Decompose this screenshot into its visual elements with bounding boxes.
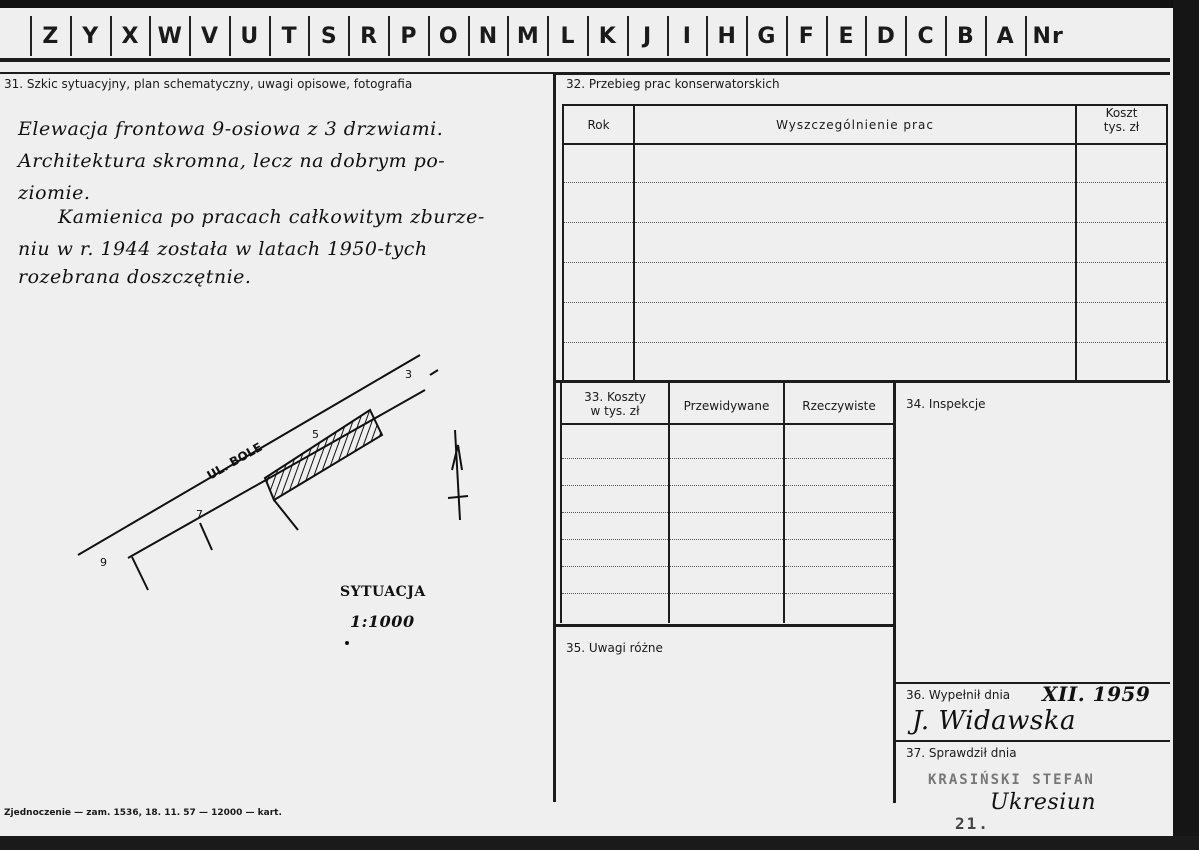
sketch-scale: 1:1000 [350, 612, 415, 631]
house-number-3: 3 [405, 368, 412, 381]
table33-title-line2: w tys. zł [590, 404, 640, 418]
index-letter-i: I [667, 16, 707, 56]
handwritten-line-3: ziomie. [18, 182, 91, 204]
table32-header-bottom [562, 143, 1168, 145]
table32-col-cost-line1: Koszt [1105, 106, 1138, 120]
section37-stamp-name: KRASIŃSKI STEFAN [928, 772, 1095, 788]
ruled-line [670, 539, 783, 540]
street-name: UL. BOLE [204, 439, 265, 483]
index-letter-b: B [945, 16, 985, 56]
index-letter-h: H [706, 16, 746, 56]
ruled-line [562, 566, 668, 567]
section36-date: XII. 1959 [1042, 682, 1151, 706]
index-letter-g: G [746, 16, 786, 56]
ruled-line [785, 539, 893, 540]
ruled-line [1077, 302, 1166, 303]
index-letter-r: R [348, 16, 388, 56]
table32-col-cost [1077, 106, 1166, 134]
table33-col-planned: Przewidywane [683, 399, 770, 413]
index-letter-y: Y [70, 16, 110, 56]
section36-title: 36. Wypełnił dnia [906, 688, 1011, 702]
table32-col-details: Wyszczególnienie prac [776, 118, 934, 132]
section37-stamp-date: 21. [955, 814, 990, 833]
section35-title: 35. Uwagi różne [566, 641, 663, 655]
house-number-9: 9 [100, 556, 107, 569]
ruled-line [785, 458, 893, 459]
ruled-line [635, 342, 1075, 343]
table32-col-divider-2 [1075, 104, 1077, 380]
ruled-line [562, 512, 668, 513]
index-letter-o: O [428, 16, 468, 56]
table33-left [560, 383, 562, 623]
ruled-line [785, 512, 893, 513]
index-letter-nr: Nr [1025, 16, 1070, 56]
table33-title [562, 390, 668, 418]
ruled-line [670, 566, 783, 567]
handwritten-line-1: Elewacja frontowa 9-osiowa z 3 drzwiami. [18, 118, 444, 140]
table33-title-line1: 33. Koszty [584, 390, 646, 404]
index-letter-d: D [865, 16, 905, 56]
scan-edge-right [1173, 0, 1199, 850]
building-plot-hatched [265, 410, 382, 500]
ruled-line [562, 458, 668, 459]
ruled-line [785, 593, 893, 594]
section34-title: 34. Inspekcje [906, 397, 986, 411]
ruled-line [564, 262, 633, 263]
lot-line-3 [430, 370, 438, 375]
section33-bottom-rule [553, 624, 893, 627]
index-letter-l: L [547, 16, 587, 56]
index-letter-j: J [627, 16, 667, 56]
lot-line-7 [200, 523, 212, 550]
ruled-line [785, 485, 893, 486]
ruled-line [564, 302, 633, 303]
table33-col-actual: Rzeczywiste [802, 399, 876, 413]
print-info: Zjednoczenie — zam. 1536, 18. 11. 57 — 12000 — kart. [4, 808, 282, 818]
index-letter-v: V [189, 16, 229, 56]
index-letter-c: C [905, 16, 945, 56]
ruled-line [562, 485, 668, 486]
section37-title: 37. Sprawdził dnia [906, 746, 1017, 760]
index-letter-a: A [985, 16, 1025, 56]
ruled-line [785, 566, 893, 567]
ruled-line [1077, 262, 1166, 263]
section31-title: 31. Szkic sytuacyjny, plan schematyczny, uwagi opisowe, fotografia [4, 77, 413, 91]
table33-col-divider-1 [668, 383, 670, 623]
table32-left [562, 104, 564, 380]
north-arrow-icon [455, 430, 460, 520]
table32-right [1166, 104, 1168, 380]
section37-top-rule [893, 740, 1170, 742]
index-letter-m: M [507, 16, 547, 56]
ruled-line [562, 539, 668, 540]
ruled-line [635, 222, 1075, 223]
table32-col-year: Rok [587, 118, 610, 132]
index-letter-w: W [149, 16, 189, 56]
ruled-line [670, 593, 783, 594]
table32-col-cost-line2: tys. zł [1103, 120, 1140, 134]
section32-bottom-rule [553, 380, 1170, 383]
index-letter-z: Z [30, 16, 70, 56]
ruled-line [564, 222, 633, 223]
index-letter-n: N [468, 16, 508, 56]
sketch-dot [345, 641, 349, 645]
scan-edge-top [0, 0, 1199, 8]
lot-line-9 [132, 557, 148, 590]
north-arrow-bar [448, 496, 468, 498]
ruled-line [635, 182, 1075, 183]
ruled-line [635, 302, 1075, 303]
index-letter-f: F [786, 16, 826, 56]
index-letter-t: T [269, 16, 309, 56]
section36-signature: J. Widawska [912, 706, 1077, 736]
scan-edge-bottom [0, 836, 1199, 850]
table33-col-divider-2 [783, 383, 785, 623]
header-rule [0, 58, 1170, 62]
index-letter-e: E [826, 16, 866, 56]
index-letter-s: S [308, 16, 348, 56]
situation-sketch [60, 330, 480, 650]
house-number-5: 5 [312, 428, 319, 441]
handwritten-line-5: niu w r. 1944 została w latach 1950-tych [18, 238, 428, 260]
ruled-line [635, 262, 1075, 263]
ruled-line [670, 512, 783, 513]
sketch-caption: SYTUACJA [340, 584, 426, 600]
ruled-line [1077, 342, 1166, 343]
main-divider [553, 72, 556, 802]
index-letter-k: K [587, 16, 627, 56]
index-letter-u: U [229, 16, 269, 56]
table32-col-divider-1 [633, 104, 635, 380]
section37-signature-scribble: Ukresiun [990, 790, 1097, 815]
ruled-line [562, 593, 668, 594]
index-letter-x: X [110, 16, 150, 56]
ruled-line [670, 458, 783, 459]
handwritten-line-4: Kamienica po pracach całkowitym zburze- [58, 206, 485, 228]
handwritten-line-6: rozebrana doszczętnie. [18, 266, 252, 288]
section31-top-rule [0, 72, 553, 74]
house-number-7: 7 [196, 508, 203, 521]
section32-title: 32. Przebieg prac konserwatorskich [566, 77, 780, 91]
letter-index-row [30, 16, 1070, 56]
ruled-line [1077, 222, 1166, 223]
section32-top-rule [553, 72, 1170, 75]
ruled-line [1077, 182, 1166, 183]
ruled-line [564, 182, 633, 183]
handwritten-line-2: Architektura skromna, lecz na dobrym po- [18, 150, 446, 172]
index-letter-p: P [388, 16, 428, 56]
ruled-line [564, 342, 633, 343]
table33-header-bottom [560, 423, 893, 425]
lot-line-5 [274, 500, 298, 530]
ruled-line [670, 485, 783, 486]
